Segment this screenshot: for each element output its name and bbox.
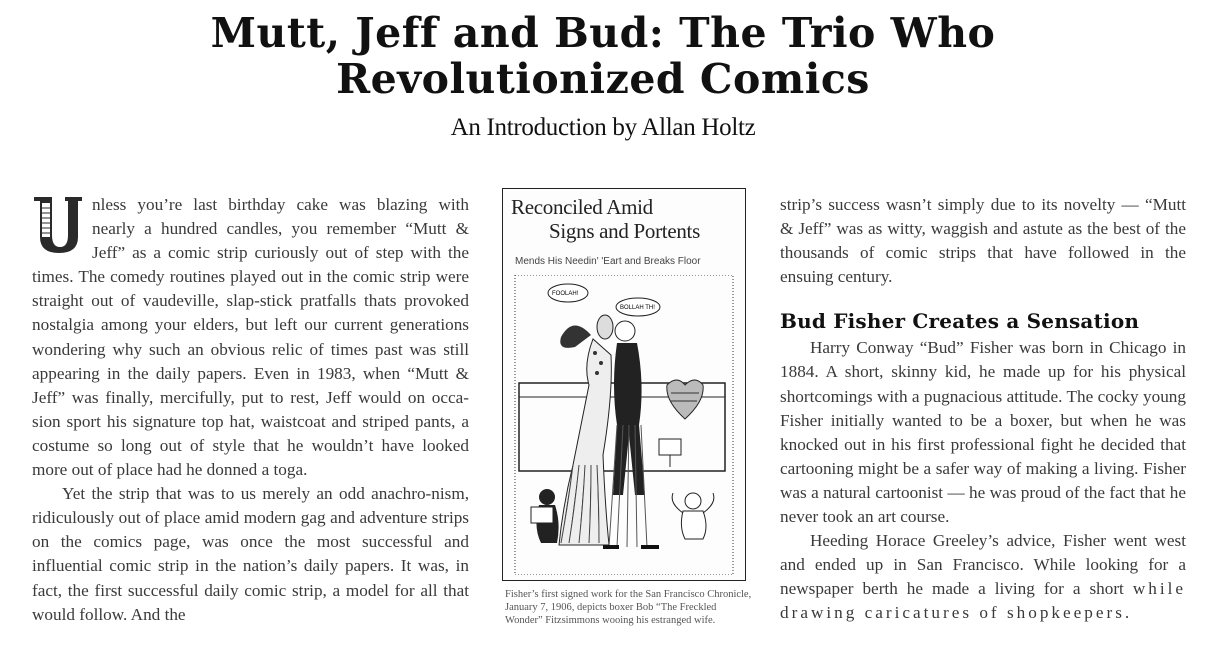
page-title	[0, 10, 1206, 102]
paragraph-san-francisco-last-line: while drawing caricatures of shopkeepers.	[780, 579, 1187, 623]
svg-text:U: U	[58, 225, 59, 226]
paragraph-novelty: strip’s success wasn’t simply due to its novelty — “Mutt & Jeff” was as witty, waggish and astute as the best of the thousands of comic strips that have followed in the ensuing century.	[780, 195, 1186, 287]
paragraph-san-francisco-text: Heeding Horace Greeley’s advice, Fisher went west and ended up in San Francisco. While looking for a newspaper berth he made a living for a short	[780, 531, 1186, 599]
paragraph-fisher-bio: Harry Conway “Bud” Fisher was born in Chicago in 1884. A short, skinny kid, he made up for his physical shortcomings with a pugnacious attitude. The cocky young Fisher initially wanted to be a boxer, but when he was knocked out in his first professional fight he decided that cartooning might be a safer way of making a living. Fisher was a natural cartoonist — he was proud of the fact that he never took an art course.	[780, 338, 1186, 527]
figure-caption: Fisher’s first signed work for the San Francisco Chronicle, January 7, 1906, depicts boxer Bob “The Freckled Wonder” Fitzsimmons wooing his estranged wife.	[505, 589, 752, 626]
strip-subtitle: Mends His Needin' 'Eart and Breaks Floor	[515, 256, 701, 267]
paragraph-anachronism: Yet the strip that was to us merely an odd anachro-nism, ridiculously out of place amid modern gag and adventure strips on the comics page, was once the most successful and influential comic strip in the nation’s daily papers. It was, in fact, the first successful daily comic strip, a model for all that would follow. And the	[32, 484, 469, 624]
speech-bubble-2: BOLLAH TH!	[620, 305, 655, 311]
left-column	[32, 193, 469, 627]
page-title-line-1: Mutt, Jeff and Bud: The Trio Who	[210, 9, 996, 57]
speech-bubble-1: FOOLAH!	[552, 291, 579, 297]
page-title-line-2: Revolutionized Comics	[336, 55, 870, 103]
paragraph-intro	[32, 193, 469, 482]
right-column	[780, 193, 1186, 626]
strip-title-line-1: Reconciled Amid	[511, 195, 653, 219]
dropcap-letter	[32, 195, 84, 255]
comic-illustration	[513, 275, 735, 575]
comic-strip-figure	[502, 188, 746, 581]
strip-title-line-2: Signs and Portents	[549, 219, 700, 243]
byline: An Introduction by Allan Holtz	[450, 114, 756, 141]
paragraph-intro-text: nless you’re last birthday cake was blazing with nearly a hundred candles, you remember “Mutt & Jeff” as a comic strip curiously out of step with the times. The comedy routines played out in the comic strip were straight out of vaudeville, slap-stick pratfalls thats provoked nostalgia among your elders, but left our current generations wondering why such an obvious relic of times past was still appearing in the daily papers. Even in 1983, when “Mutt & Jeff” was finally, mercifully, put to rest, Jeff would on occa-sion sport his signature top hat, waistcoat and striped pants, a costume so long out of style that he wouldn’t have looked more out of place had he donned a toga.	[32, 195, 469, 480]
dropcap-u-glyph	[32, 195, 84, 255]
paragraph-san-francisco	[780, 529, 1186, 625]
section-heading: Bud Fisher Creates a Sensation	[780, 309, 1140, 334]
